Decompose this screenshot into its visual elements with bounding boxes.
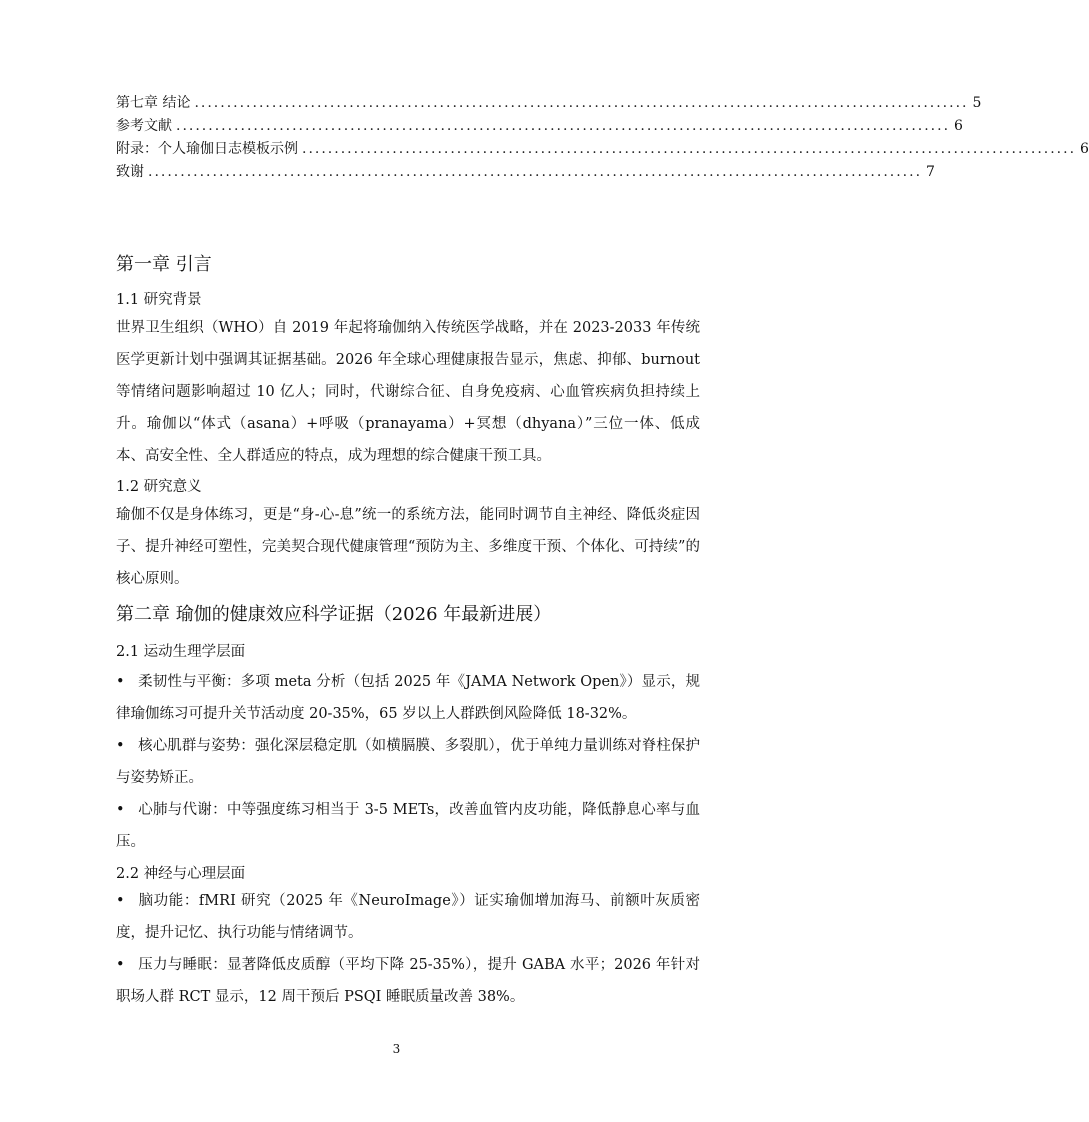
toc-entry-page: 6 — [1080, 141, 1089, 157]
toc-leader-dots: ........................................................................................................................ — [176, 118, 951, 134]
chapter-1-heading: 第一章 引言 — [116, 254, 212, 275]
list-item — [116, 885, 700, 949]
list-item — [116, 949, 700, 1013]
toc-entry-page: 7 — [926, 164, 935, 180]
chapter-2-heading: 第二章 瑜伽的健康效应科学证据（2026 年最新进展） — [116, 604, 552, 625]
section-1-2-heading: 1.2 研究意义 — [116, 479, 202, 495]
toc-entry-title: 第七章 结论 — [116, 95, 191, 111]
toc-entry-title: 参考文献 — [116, 118, 172, 134]
toc-leader-dots: ........................................................................................................................ — [194, 95, 969, 111]
toc-entry-page: 5 — [972, 95, 982, 111]
bullet-icon: • — [116, 738, 125, 754]
toc-leader-dots: ........................................................................................................................ — [302, 141, 1077, 157]
toc-entry[interactable] — [116, 138, 1089, 161]
list-item-text: 心肺与代谢：中等强度练习相当于 3-5 METs，改善血管内皮功能，降低静息心率与血压。 — [116, 802, 700, 850]
toc-entry[interactable] — [116, 115, 963, 138]
list-item — [116, 730, 700, 794]
toc-entry-page: 6 — [954, 118, 963, 134]
list-item-text: 压力与睡眠：显著降低皮质醇（平均下降 25-35%），提升 GABA 水平；2026 年针对职场人群 RCT 显示，12 周干预后 PSQI 睡眠质量改善 38%。 — [116, 957, 700, 1005]
section-1-2-paragraph: 瑜伽不仅是身体练习，更是“身-心-息”统一的系统方法，能同时调节自主神经、降低炎症因子、提升神经可塑性，完美契合现代健康管理“预防为主、多维度干预、个体化、可持续”的核心原则。 — [116, 507, 700, 587]
document-page — [116, 92, 1089, 1005]
list-item-text: 柔韧性与平衡：多项 meta 分析（包括 2025 年《JAMA Network Open》）显示，规律瑜伽练习可提升关节活动度 20-35%，65 岁以上人群跌倒风险降低 18-32%。 — [116, 674, 700, 722]
table-of-contents — [116, 92, 1089, 184]
page-number: 3 — [392, 1042, 401, 1056]
section-1-1-heading: 1.1 研究背景 — [116, 292, 202, 308]
toc-entry-title: 致谢 — [116, 164, 144, 180]
toc-leader-dots: ........................................................................................................................ — [148, 164, 923, 180]
bullet-icon: • — [116, 957, 125, 973]
bullet-icon: • — [116, 674, 125, 690]
bullet-icon: • — [116, 893, 125, 909]
section-1-1-paragraph: 世界卫生组织（WHO）自 2019 年起将瑜伽纳入传统医学战略，并在 2023-2033 年传统医学更新计划中强调其证据基础。2026 年全球心理健康报告显示，焦虑、抑郁、burnout 等情绪问题影响超过 10 亿人；同时，代谢综合征、自身免疫病、心血管疾病负担持续上升。瑜伽以“体式（asana）+呼吸（pranayama）+冥想（dhyana）”三位一体、低成本、高安全性、全人群适应的特点，成为理想的综合健康干预工具。 — [116, 320, 700, 464]
section-2-2-heading: 2.2 神经与心理层面 — [116, 866, 246, 882]
bullet-icon: • — [116, 802, 125, 818]
toc-entry[interactable] — [116, 92, 982, 115]
toc-entry-title: 附录：个人瑜伽日志模板示例 — [116, 141, 298, 157]
section-2-1-heading: 2.1 运动生理学层面 — [116, 644, 246, 660]
list-item — [116, 794, 700, 858]
toc-entry[interactable] — [116, 161, 935, 184]
list-item-text: 核心肌群与姿势：强化深层稳定肌（如横膈膜、多裂肌），优于单纯力量训练对脊柱保护与姿势矫正。 — [116, 738, 700, 786]
list-item-text: 脑功能：fMRI 研究（2025 年《NeuroImage》）证实瑜伽增加海马、前额叶灰质密度，提升记忆、执行功能与情绪调节。 — [116, 893, 700, 941]
list-item — [116, 666, 700, 730]
